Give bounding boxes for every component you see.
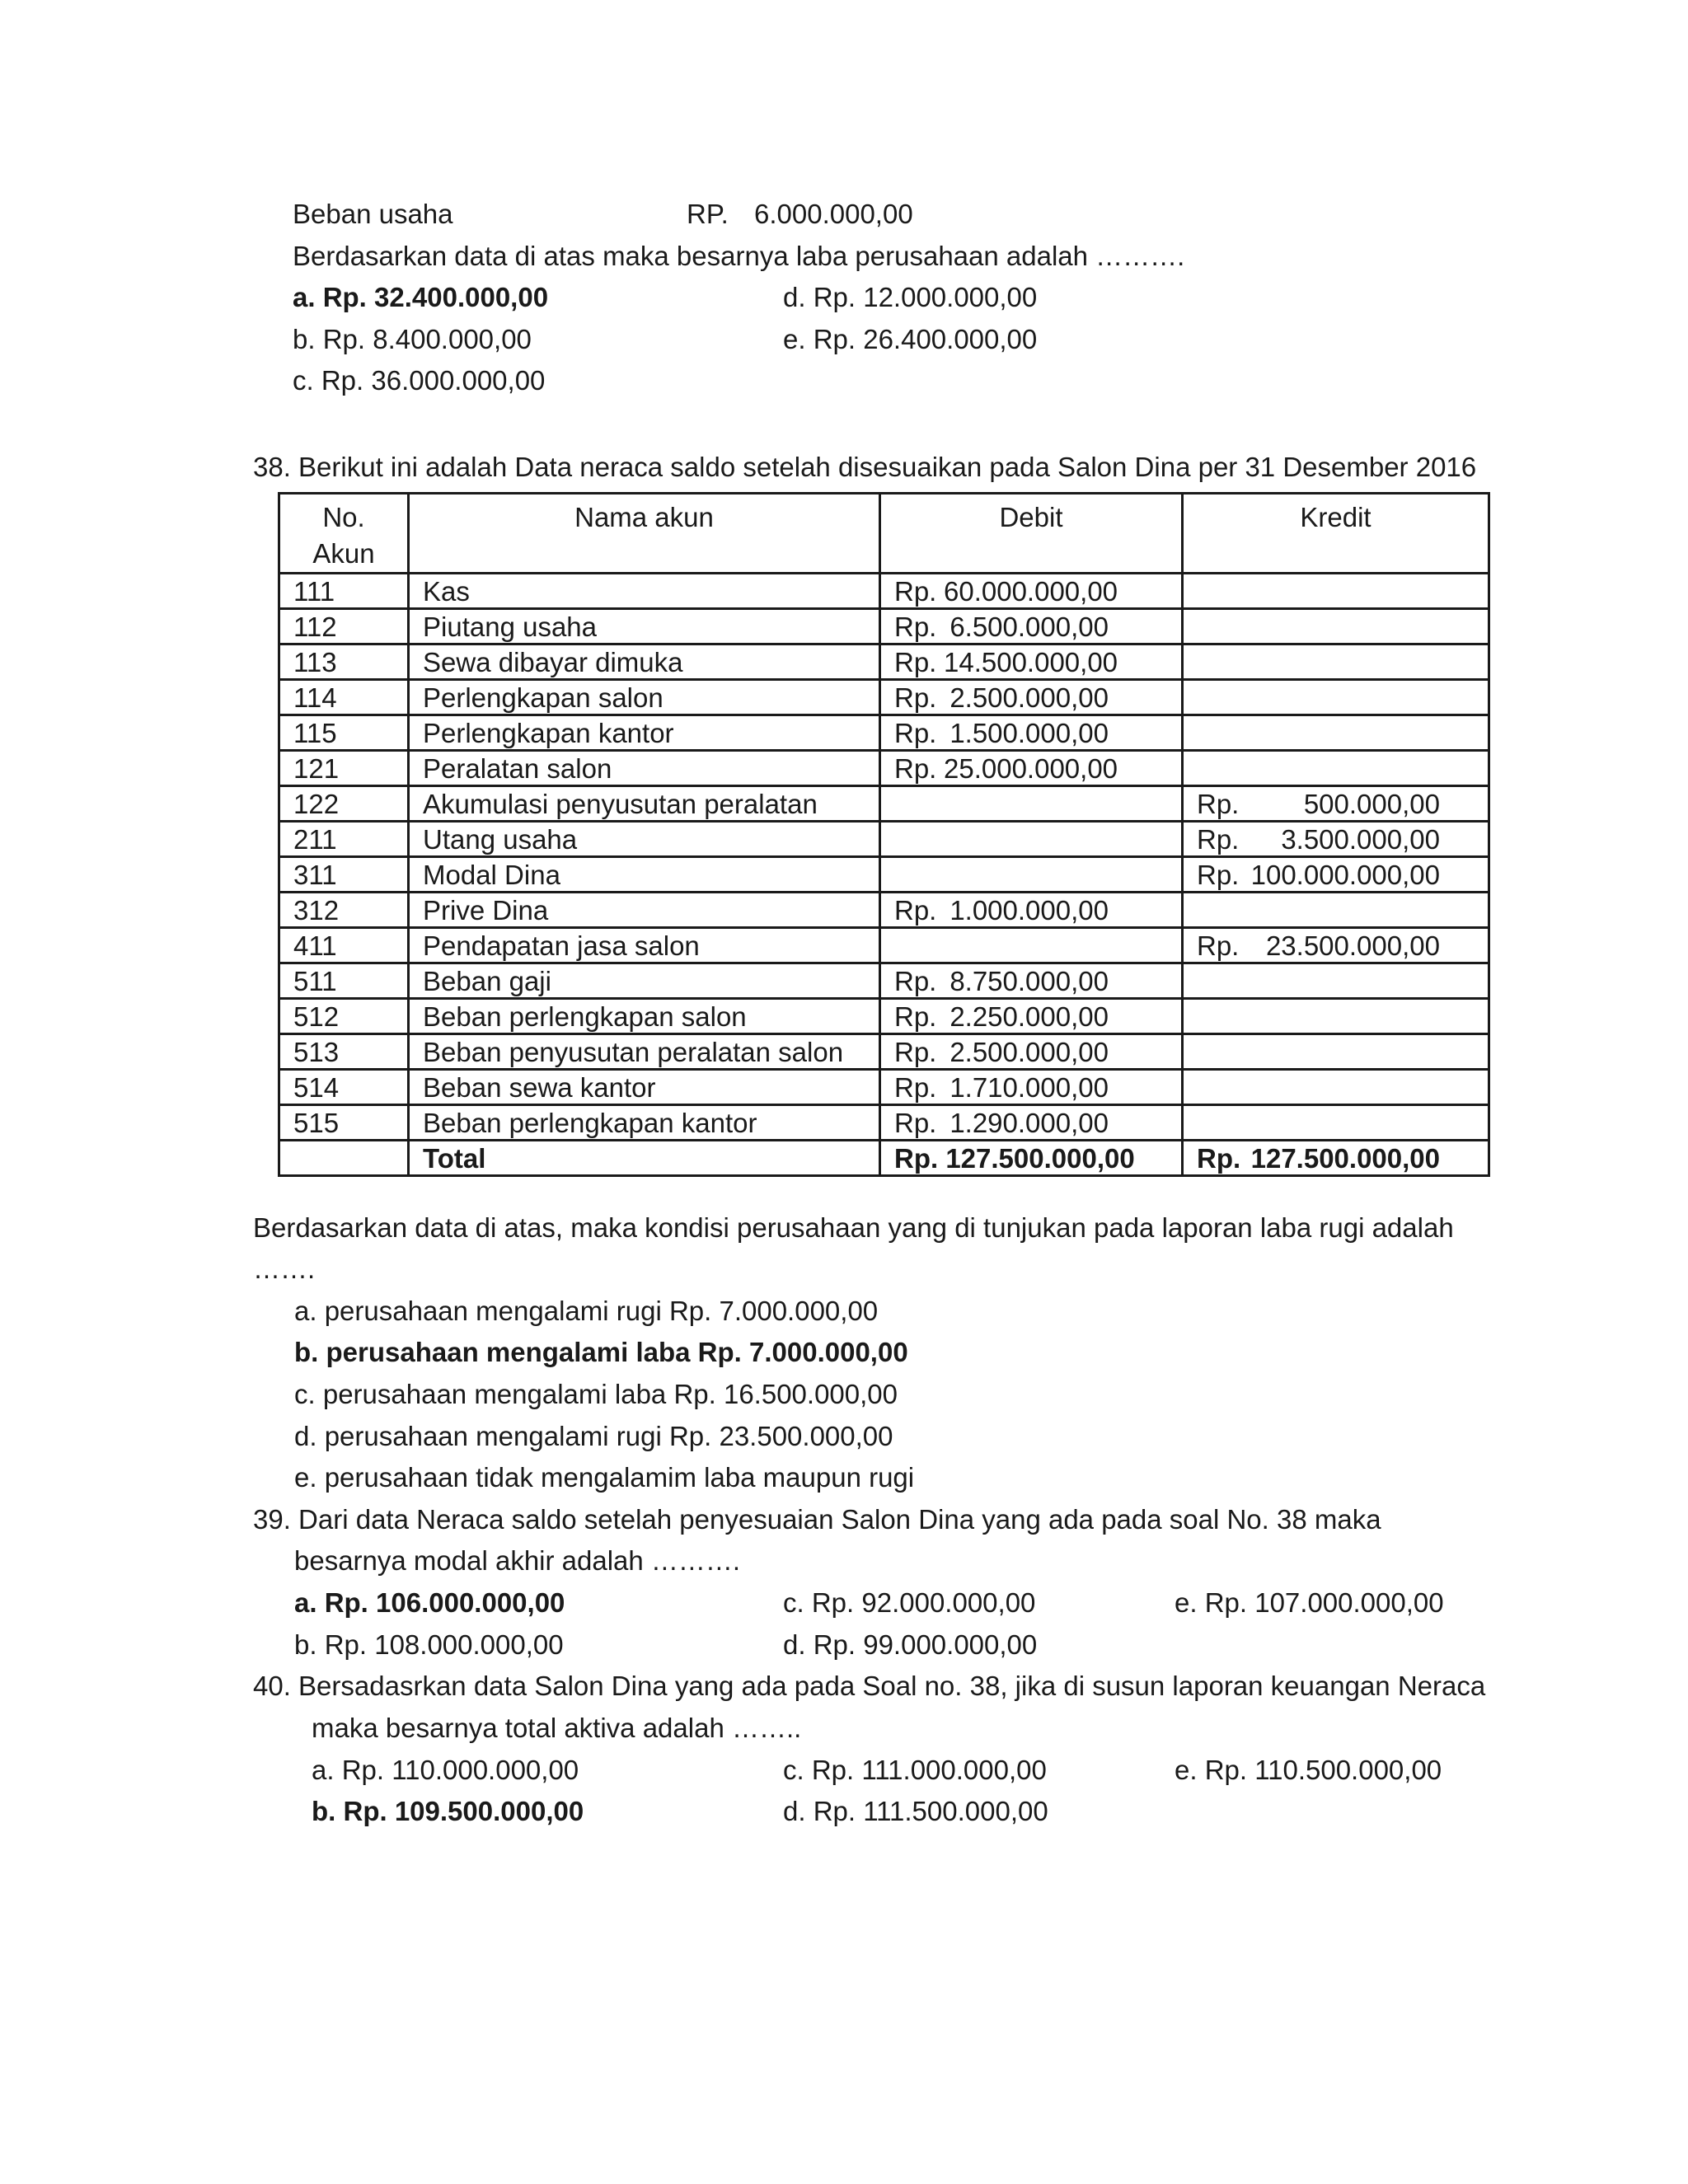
debit-cell — [880, 999, 1183, 1034]
debit-currency: Rp. — [894, 1001, 937, 1032]
q38-question-line2: ……. — [253, 1254, 316, 1284]
kredit-cell — [1183, 751, 1489, 786]
debit-currency: Rp. — [894, 1071, 937, 1103]
q37-option-e: e. Rp. 26.400.000,00 — [783, 324, 1038, 354]
account-name: Perlengkapan salon — [409, 680, 880, 715]
account-name: Kas — [409, 574, 880, 609]
q37-option-a: a. Rp. 32.400.000,00 — [293, 282, 549, 312]
kredit-cell — [1183, 609, 1489, 644]
account-name: Beban perlengkapan kantor — [409, 1105, 880, 1141]
header-no-akun: No. Akun — [279, 494, 409, 574]
debit-cell — [880, 928, 1183, 963]
account-number: 515 — [279, 1105, 409, 1141]
kredit-cell — [1183, 715, 1489, 751]
debit-amount: 6.500.000,00 — [950, 611, 1109, 642]
table-row — [279, 1105, 1489, 1141]
q38-option-b: b. perusahaan mengalami laba Rp. 7.000.000,00 — [294, 1337, 908, 1367]
account-number: 512 — [279, 999, 409, 1034]
account-number: 511 — [279, 963, 409, 999]
total-kredit-currency: Rp. — [1197, 1142, 1241, 1174]
header-kredit: Kredit — [1183, 494, 1489, 574]
q39-option-d: d. Rp. 99.000.000,00 — [783, 1629, 1038, 1660]
debit-cell — [880, 680, 1183, 715]
account-number: 211 — [279, 822, 409, 857]
debit-cell — [880, 751, 1183, 786]
debit-cell — [880, 1034, 1183, 1070]
account-number: 111 — [279, 574, 409, 609]
table-row — [279, 574, 1489, 609]
debit-currency: Rp. — [894, 717, 937, 748]
total-kredit-amount: 127.500.000,00 — [1250, 1142, 1440, 1174]
q38-option-a: a. perusahaan mengalami rugi Rp. 7.000.000,00 — [294, 1296, 879, 1326]
q40-option-d: d. Rp. 111.500.000,00 — [783, 1796, 1048, 1826]
account-number: 115 — [279, 715, 409, 751]
account-number: 411 — [279, 928, 409, 963]
debit-currency: Rp. — [894, 752, 937, 784]
q39-option-b: b. Rp. 108.000.000,00 — [294, 1629, 564, 1660]
table-row — [279, 751, 1489, 786]
debit-amount: 2.250.000,00 — [950, 1001, 1109, 1032]
debit-amount: 25.000.000,00 — [944, 752, 1118, 784]
kredit-cell — [1183, 963, 1489, 999]
table-row — [279, 680, 1489, 715]
table-row — [279, 715, 1489, 751]
kredit-cell — [1183, 1105, 1489, 1141]
q40-option-a: a. Rp. 110.000.000,00 — [312, 1755, 579, 1785]
kredit-currency: Rp. — [1197, 859, 1240, 890]
debit-currency: Rp. — [894, 1107, 937, 1138]
account-name: Modal Dina — [409, 857, 880, 893]
debit-cell — [880, 786, 1183, 822]
q40-question-line1: 40. Bersadasrkan data Salon Dina yang ada pada Soal no. 38, jika di susun laporan keuangan Neraca — [253, 1671, 1486, 1701]
kredit-cell — [1183, 857, 1489, 893]
account-name: Prive Dina — [409, 893, 880, 928]
total-kredit — [1183, 1141, 1489, 1176]
table-row — [279, 857, 1489, 893]
trial-balance-table — [278, 492, 1490, 1177]
total-debit: Rp. 127.500.000,00 — [880, 1141, 1183, 1176]
kredit-cell — [1183, 822, 1489, 857]
table-row — [279, 644, 1489, 680]
debit-cell — [880, 644, 1183, 680]
debit-amount: 1.500.000,00 — [950, 717, 1109, 748]
debit-cell — [880, 1070, 1183, 1105]
debit-currency: Rp. — [894, 575, 937, 607]
kredit-amount: 23.500.000,00 — [1265, 930, 1440, 961]
account-number: 513 — [279, 1034, 409, 1070]
debit-cell — [880, 822, 1183, 857]
q37-option-c: c. Rp. 36.000.000,00 — [293, 365, 546, 396]
table-row — [279, 786, 1489, 822]
total-row — [279, 1141, 1489, 1176]
q38-option-e: e. perusahaan tidak mengalamim laba maupun rugi — [294, 1462, 915, 1493]
kredit-cell — [1183, 644, 1489, 680]
q38-option-d: d. perusahaan mengalami rugi Rp. 23.500.000,00 — [294, 1421, 893, 1451]
q40-option-e: e. Rp. 110.500.000,00 — [1175, 1755, 1442, 1785]
kredit-currency: Rp. — [1197, 930, 1240, 961]
kredit-cell — [1183, 928, 1489, 963]
q40-question-line2: maka besarnya total aktiva adalah …….. — [312, 1713, 802, 1743]
q39-option-e: e. Rp. 107.000.000,00 — [1175, 1587, 1444, 1618]
kredit-cell — [1183, 680, 1489, 715]
account-name: Piutang usaha — [409, 609, 880, 644]
account-name: Sewa dibayar dimuka — [409, 644, 880, 680]
kredit-cell — [1183, 999, 1489, 1034]
account-number: 312 — [279, 893, 409, 928]
table-row — [279, 963, 1489, 999]
q39-question-line2: besarnya modal akhir adalah ………. — [294, 1545, 741, 1576]
kredit-cell — [1183, 893, 1489, 928]
debit-currency: Rp. — [894, 682, 937, 713]
debit-amount: 8.750.000,00 — [950, 965, 1109, 996]
account-number: 112 — [279, 609, 409, 644]
debit-cell — [880, 963, 1183, 999]
debit-amount: 60.000.000,00 — [944, 575, 1118, 607]
q39-option-c: c. Rp. 92.000.000,00 — [783, 1587, 1036, 1618]
kredit-currency: Rp. — [1197, 823, 1240, 855]
q38-title: 38. Berikut ini adalah Data neraca saldo setelah disesuaikan pada Salon Dina per 31 Desember 2016 — [253, 452, 1477, 482]
account-name: Beban sewa kantor — [409, 1070, 880, 1105]
table-header-row — [279, 494, 1489, 574]
account-number: 122 — [279, 786, 409, 822]
total-label: Total — [409, 1141, 880, 1176]
q40-option-b: b. Rp. 109.500.000,00 — [312, 1796, 584, 1826]
table-row — [279, 609, 1489, 644]
debit-cell — [880, 857, 1183, 893]
debit-cell — [880, 574, 1183, 609]
kredit-amount: 3.500.000,00 — [1281, 823, 1440, 855]
debit-currency: Rp. — [894, 894, 937, 926]
kredit-cell — [1183, 574, 1489, 609]
debit-amount: 14.500.000,00 — [944, 646, 1118, 677]
q39-question-line1: 39. Dari data Neraca saldo setelah penyesuaian Salon Dina yang ada pada soal No. 38 maka — [253, 1504, 1381, 1535]
debit-amount: 1.290.000,00 — [950, 1107, 1109, 1138]
q37-option-d: d. Rp. 12.000.000,00 — [783, 282, 1038, 312]
account-number: 311 — [279, 857, 409, 893]
q37-question: Berdasarkan data di atas maka besarnya laba perusahaan adalah ………. — [293, 241, 1185, 271]
account-name: Beban gaji — [409, 963, 880, 999]
debit-currency: Rp. — [894, 1036, 937, 1067]
debit-amount: 2.500.000,00 — [950, 1036, 1109, 1067]
account-number: 514 — [279, 1070, 409, 1105]
debit-cell — [880, 893, 1183, 928]
account-name: Perlengkapan kantor — [409, 715, 880, 751]
table-row — [279, 1070, 1489, 1105]
kredit-currency: Rp. — [1197, 788, 1240, 819]
q37-option-b: b. Rp. 8.400.000,00 — [293, 324, 532, 354]
kredit-amount: 500.000,00 — [1303, 788, 1440, 819]
debit-amount: 1.710.000,00 — [950, 1071, 1109, 1103]
account-name: Beban perlengkapan salon — [409, 999, 880, 1034]
account-name: Akumulasi penyusutan peralatan — [409, 786, 880, 822]
debit-cell — [880, 609, 1183, 644]
debit-amount: 2.500.000,00 — [950, 682, 1109, 713]
debit-currency: Rp. — [894, 646, 937, 677]
total-empty-cell — [279, 1141, 409, 1176]
account-name: Utang usaha — [409, 822, 880, 857]
q38-option-c: c. perusahaan mengalami laba Rp. 16.500.000,00 — [294, 1379, 898, 1409]
debit-amount: 1.000.000,00 — [950, 894, 1109, 926]
header-nama-akun: Nama akun — [409, 494, 880, 574]
account-name: Beban penyusutan peralatan salon — [409, 1034, 880, 1070]
debit-cell — [880, 1105, 1183, 1141]
beban-usaha-rp: RP. — [687, 199, 729, 229]
kredit-amount: 100.000.000,00 — [1250, 859, 1440, 890]
table-row — [279, 928, 1489, 963]
table-row — [279, 1034, 1489, 1070]
account-name: Peralatan salon — [409, 751, 880, 786]
q39-option-a: a. Rp. 106.000.000,00 — [294, 1587, 565, 1618]
beban-usaha-label: Beban usaha — [293, 199, 453, 229]
debit-cell — [880, 715, 1183, 751]
kredit-cell — [1183, 1070, 1489, 1105]
table-row — [279, 999, 1489, 1034]
q38-question-line1: Berdasarkan data di atas, maka kondisi perusahaan yang di tunjukan pada laporan laba rugi adalah — [253, 1212, 1454, 1243]
account-number: 114 — [279, 680, 409, 715]
kredit-cell — [1183, 786, 1489, 822]
table-row — [279, 822, 1489, 857]
account-number: 113 — [279, 644, 409, 680]
q40-option-c: c. Rp. 111.000.000,00 — [783, 1755, 1047, 1785]
header-debit: Debit — [880, 494, 1183, 574]
debit-currency: Rp. — [894, 611, 937, 642]
table-row — [279, 893, 1489, 928]
debit-currency: Rp. — [894, 965, 937, 996]
kredit-cell — [1183, 1034, 1489, 1070]
account-number: 121 — [279, 751, 409, 786]
beban-usaha-amount: 6.000.000,00 — [754, 199, 913, 229]
account-name: Pendapatan jasa salon — [409, 928, 880, 963]
